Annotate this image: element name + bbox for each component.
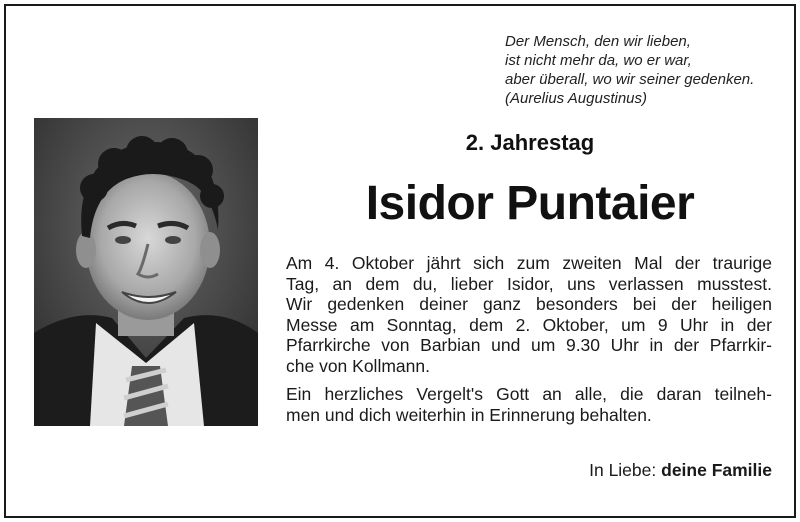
text-line: Pfarrkirche von Barbian und um 9.30 Uhr in der Pfarrkir-	[286, 335, 772, 355]
paragraph-thanks	[286, 384, 772, 425]
portrait-photo	[34, 118, 258, 426]
deceased-name: Isidor Puntaier	[365, 177, 695, 230]
anniversary-heading: 2. Jahrestag	[465, 130, 595, 155]
signature	[589, 460, 772, 481]
text-line: Wir gedenken deiner ganz besonders bei der heiligen	[286, 294, 772, 314]
quote-author: (Aurelius Augustinus)	[505, 90, 648, 107]
text-line: Messe am Sonntag, dem 2. Oktober, um 9 Uhr in der	[286, 314, 772, 335]
text-line: Tag, an dem du, lieber Isidor, uns verlassen musstest.	[286, 273, 772, 294]
signature-family: deine Familie	[661, 460, 772, 480]
signature-prefix: In Liebe:	[589, 460, 657, 480]
quote-line: ist nicht mehr da, wo er war,	[505, 52, 692, 69]
portrait-image	[34, 118, 258, 426]
memorial-quote	[505, 32, 785, 108]
text-line: Ein herzliches Vergelt's Gott an alle, die daran teilneh-	[286, 384, 772, 404]
paragraph-memorial	[286, 253, 772, 376]
quote-line: Der Mensch, den wir lieben,	[505, 33, 691, 50]
notice-text	[286, 253, 772, 425]
text-line: che von Kollmann.	[286, 355, 430, 376]
text-line: Am 4. Oktober jährt sich zum zweiten Mal der traurige	[286, 253, 772, 273]
quote-line: aber überall, wo wir seiner gedenken.	[505, 71, 755, 88]
text-line: men und dich weiterhin in Erinnerung behalten.	[286, 404, 652, 425]
